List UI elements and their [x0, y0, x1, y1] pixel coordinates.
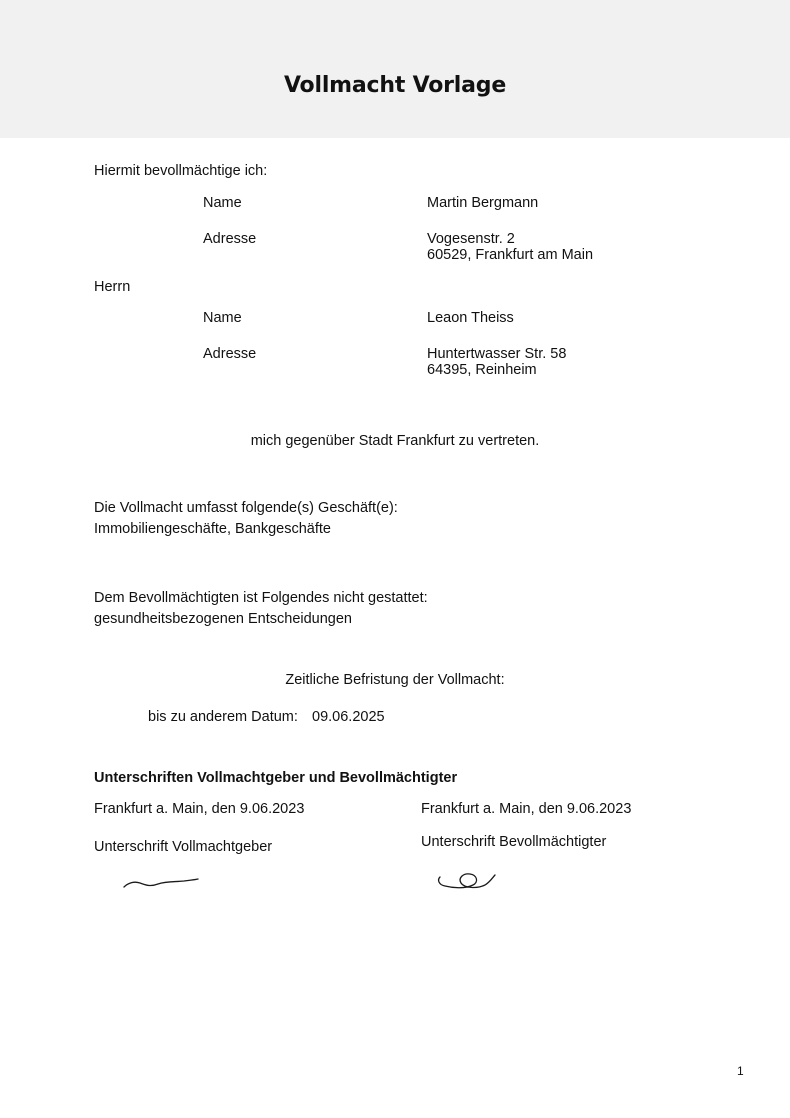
restrictions-value: gesundheitsbezogenen Entscheidungen	[94, 611, 352, 627]
time-limit-label: bis zu anderem Datum:	[148, 709, 298, 725]
time-limit-heading: Zeitliche Befristung der Vollmacht:	[285, 672, 505, 688]
grantor-name: Martin Bergmann	[427, 195, 539, 211]
signatures-heading: Unterschriften Vollmachtgeber und Bevollmächtigter	[94, 770, 458, 786]
agent-name-label: Name	[203, 310, 242, 326]
grantor-signature	[118, 870, 204, 892]
restrictions-heading: Dem Bevollmächtigten ist Folgendes nicht gestattet:	[94, 590, 428, 606]
grantor-address-label: Adresse	[203, 231, 257, 247]
time-limit-date: 09.06.2025	[312, 709, 385, 725]
agent-address-label: Adresse	[203, 346, 257, 362]
agent-address-line2: 64395, Reinheim	[427, 362, 537, 378]
grantor-name-label: Name	[203, 195, 242, 211]
represent-text: mich gegenüber Stadt Frankfurt zu vertreten.	[250, 433, 540, 449]
scope-value: Immobiliengeschäfte, Bankgeschäfte	[94, 521, 331, 537]
recipient-label: Herrn	[94, 279, 131, 295]
grantor-place-date: Frankfurt a. Main, den 9.06.2023	[94, 801, 305, 817]
intro-text: Hiermit bevollmächtige ich:	[94, 163, 268, 179]
agent-address-line1: Huntertwasser Str. 58	[427, 346, 567, 362]
page-number: 1	[737, 1064, 744, 1078]
grantor-address-line2: 60529, Frankfurt am Main	[427, 247, 594, 263]
page-title: Vollmacht Vorlage	[283, 73, 507, 98]
grantor-signature-label: Unterschrift Vollmachtgeber	[94, 839, 273, 855]
agent-place-date: Frankfurt a. Main, den 9.06.2023	[421, 801, 632, 817]
grantor-address-line1: Vogesenstr. 2	[427, 231, 515, 247]
header-band	[0, 0, 790, 138]
agent-signature	[433, 868, 503, 894]
scope-heading: Die Vollmacht umfasst folgende(s) Geschäft(e):	[94, 500, 398, 516]
agent-name: Leaon Theiss	[427, 310, 514, 326]
agent-signature-label: Unterschrift Bevollmächtigter	[421, 834, 607, 850]
